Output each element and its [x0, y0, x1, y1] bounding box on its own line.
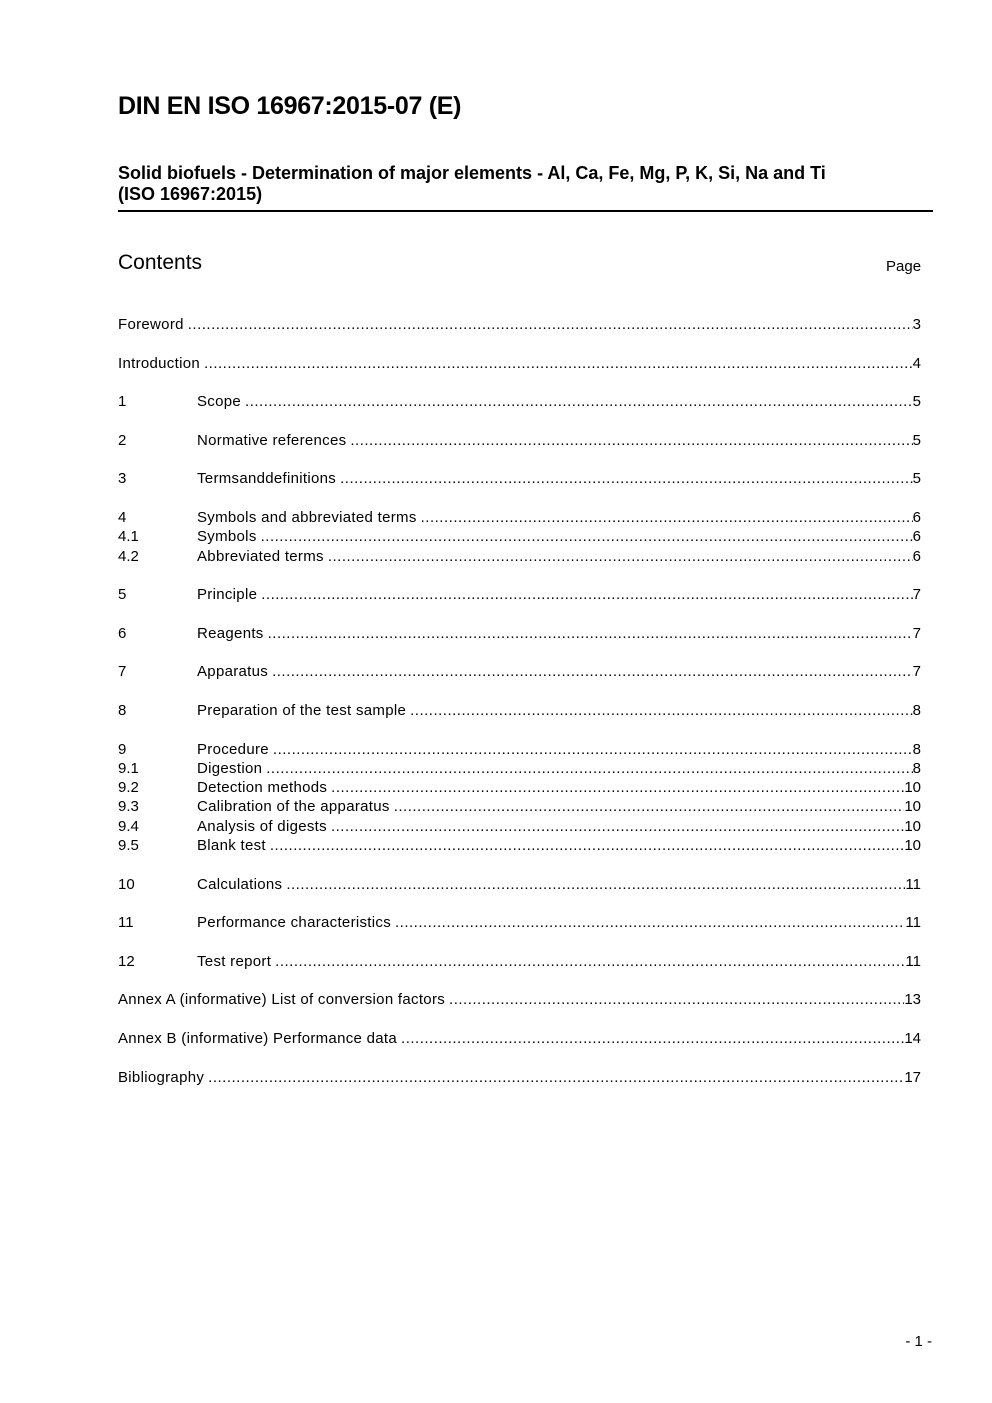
document-id: DIN EN ISO 16967:2015-07 (E): [118, 92, 462, 120]
toc-entry-number: 12: [118, 952, 135, 970]
toc-entry-title: Termsanddefinitions: [197, 470, 337, 488]
toc-entry-title: Annex A (informative) List of conversion factors: [118, 991, 446, 1009]
toc-entry-page: 7: [912, 663, 921, 681]
toc-entry[interactable]: [118, 913, 921, 932]
toc-group: [118, 875, 921, 894]
toc-dot-leader: [275, 952, 905, 971]
toc-entry[interactable]: [118, 1029, 921, 1048]
toc-entry-number: 3: [118, 470, 127, 488]
toc-dot-leader: [410, 701, 913, 720]
toc-entry-page: 17: [904, 1068, 921, 1086]
toc-dot-leader: [204, 354, 913, 373]
toc-group: [118, 431, 921, 450]
toc-entry[interactable]: [118, 836, 921, 855]
toc-entry-page: 6: [912, 547, 921, 565]
toc-group: [118, 315, 921, 334]
toc-entry-title: Blank test: [197, 837, 266, 855]
toc-entry[interactable]: [118, 315, 921, 334]
toc-entry-number: 5: [118, 586, 127, 604]
toc-entry-page: 10: [904, 837, 921, 855]
toc-entry-page: 10: [904, 798, 921, 816]
toc-group: [118, 662, 921, 681]
toc-entry-title: Calibration of the apparatus: [197, 798, 390, 816]
toc-entry[interactable]: [118, 354, 921, 373]
toc-entry[interactable]: [118, 392, 921, 411]
toc-entry-title: Reagents: [197, 624, 264, 642]
toc-group: [118, 1029, 921, 1048]
toc-entry-page: 3: [912, 316, 921, 333]
toc-entry[interactable]: [118, 817, 921, 836]
toc-entry-title: Calculations: [197, 875, 283, 893]
toc-entry-page: 11: [905, 875, 921, 893]
page-number: - 1 -: [905, 1333, 932, 1350]
toc-entry-title: Foreword: [118, 316, 184, 333]
toc-dot-leader: [266, 759, 912, 778]
title-divider: [118, 210, 933, 212]
toc-entry-page: 5: [912, 393, 921, 411]
toc-dot-leader: [328, 547, 913, 566]
toc-dot-leader: [261, 527, 913, 546]
toc-dot-leader: [273, 740, 913, 759]
toc-entry-number: 9.4: [118, 817, 139, 835]
toc-entry[interactable]: [118, 952, 921, 971]
toc-entry-title: Symbols: [197, 528, 257, 546]
toc-entry[interactable]: [118, 701, 921, 720]
toc-group: [118, 990, 921, 1009]
toc-entry-title: Scope: [197, 393, 242, 411]
toc-group: [118, 585, 921, 604]
toc-entry-page: 11: [905, 952, 921, 970]
toc-entry[interactable]: [118, 431, 921, 450]
toc-entry-title: Procedure: [197, 740, 269, 758]
document-title-line-2: (ISO 16967:2015): [118, 184, 263, 204]
toc-entry-page: 7: [912, 624, 921, 642]
page-column-heading: Page: [886, 258, 922, 275]
toc-dot-leader: [421, 508, 913, 527]
toc-entry-page: 14: [904, 1029, 921, 1047]
toc-group: [118, 624, 921, 643]
toc-entry[interactable]: [118, 624, 921, 643]
toc-group: [118, 392, 921, 411]
toc-dot-leader: [188, 315, 913, 334]
toc-entry-title: Symbols and abbreviated terms: [197, 508, 417, 526]
toc-entry[interactable]: [118, 662, 921, 681]
toc-dot-leader: [245, 392, 913, 411]
toc-entry-page: 13: [904, 991, 921, 1009]
toc-entry-title: Preparation of the test sample: [197, 701, 407, 719]
toc-entry-number: 4.1: [118, 528, 139, 546]
toc-entry-page: 10: [904, 779, 921, 797]
toc-entry-number: 6: [118, 624, 127, 642]
toc-entry-number: 9.5: [118, 837, 139, 855]
toc-entry-page: 11: [905, 914, 921, 932]
toc-entry[interactable]: [118, 469, 921, 488]
document-title: [118, 163, 933, 205]
toc-entry[interactable]: [118, 1068, 921, 1087]
toc-entry-number: 9.3: [118, 798, 139, 816]
toc-dot-leader: [331, 778, 904, 797]
toc-group: [118, 913, 921, 932]
toc-entry-number: 8: [118, 701, 127, 719]
toc-entry[interactable]: [118, 585, 921, 604]
toc-group: [118, 740, 921, 856]
toc-entry[interactable]: [118, 778, 921, 797]
toc-entry-number: 4: [118, 508, 127, 526]
toc-group: [118, 354, 921, 373]
toc-entry[interactable]: [118, 797, 921, 816]
table-of-contents: [118, 315, 921, 1106]
toc-group: [118, 1068, 921, 1087]
toc-entry-title: Abbreviated terms: [197, 547, 324, 565]
toc-entry-page: 8: [912, 759, 921, 777]
toc-group: [118, 508, 921, 566]
toc-entry-title: Performance characteristics: [197, 914, 391, 932]
toc-entry-page: 8: [912, 701, 921, 719]
toc-entry[interactable]: [118, 875, 921, 894]
toc-entry-number: 1: [118, 393, 127, 411]
toc-group: [118, 952, 921, 971]
toc-dot-leader: [350, 431, 912, 450]
toc-entry[interactable]: [118, 527, 921, 546]
toc-entry[interactable]: [118, 547, 921, 566]
toc-dot-leader: [272, 662, 913, 681]
toc-entry-title: Introduction: [118, 354, 200, 372]
toc-dot-leader: [261, 585, 912, 604]
toc-dot-leader: [268, 624, 913, 643]
toc-entry-number: 10: [118, 875, 135, 893]
toc-entry-page: 10: [904, 817, 921, 835]
toc-entry-number: 9.1: [118, 759, 139, 777]
toc-group: [118, 469, 921, 488]
toc-entry-page: 7: [912, 586, 921, 604]
toc-entry-page: 6: [912, 528, 921, 546]
toc-entry-title: Analysis of digests: [197, 817, 327, 835]
toc-entry-title: Apparatus: [197, 663, 269, 681]
toc-entry[interactable]: [118, 740, 921, 759]
toc-entry-title: Bibliography: [118, 1068, 205, 1086]
toc-entry[interactable]: [118, 759, 921, 778]
toc-entry-page: 8: [912, 740, 921, 758]
toc-dot-leader: [270, 836, 904, 855]
toc-entry-number: 2: [118, 431, 127, 449]
toc-entry-number: 7: [118, 663, 127, 681]
toc-entry-title: Annex B (informative) Performance data: [118, 1029, 398, 1047]
toc-entry-number: 11: [118, 914, 134, 932]
toc-entry-number: 4.2: [118, 547, 139, 565]
toc-entry-page: 5: [912, 431, 921, 449]
toc-entry[interactable]: [118, 990, 921, 1009]
toc-entry-page: 4: [912, 354, 921, 372]
toc-entry-title: Detection methods: [197, 779, 328, 797]
toc-dot-leader: [395, 913, 905, 932]
toc-entry-title: Normative references: [197, 431, 347, 449]
toc-group: [118, 701, 921, 720]
toc-dot-leader: [340, 469, 913, 488]
toc-entry-title: Digestion: [197, 759, 263, 777]
toc-entry-title: Principle: [197, 586, 258, 604]
toc-dot-leader: [449, 990, 904, 1009]
toc-dot-leader: [401, 1029, 904, 1048]
toc-dot-leader: [286, 875, 905, 894]
toc-dot-leader: [394, 797, 905, 816]
contents-heading: Contents: [118, 251, 203, 274]
toc-dot-leader: [208, 1068, 904, 1087]
toc-entry-page: 6: [912, 508, 921, 526]
document-title-line-1: Solid biofuels - Determination of major elements - Al, Ca, Fe, Mg, P, K, Si, Na and Ti: [118, 163, 826, 183]
toc-entry-number: 9: [118, 740, 127, 758]
toc-entry[interactable]: [118, 508, 921, 527]
toc-dot-leader: [331, 817, 904, 836]
toc-entry-title: Test report: [197, 952, 272, 970]
toc-entry-number: 9.2: [118, 779, 139, 797]
toc-entry-page: 5: [912, 470, 921, 488]
